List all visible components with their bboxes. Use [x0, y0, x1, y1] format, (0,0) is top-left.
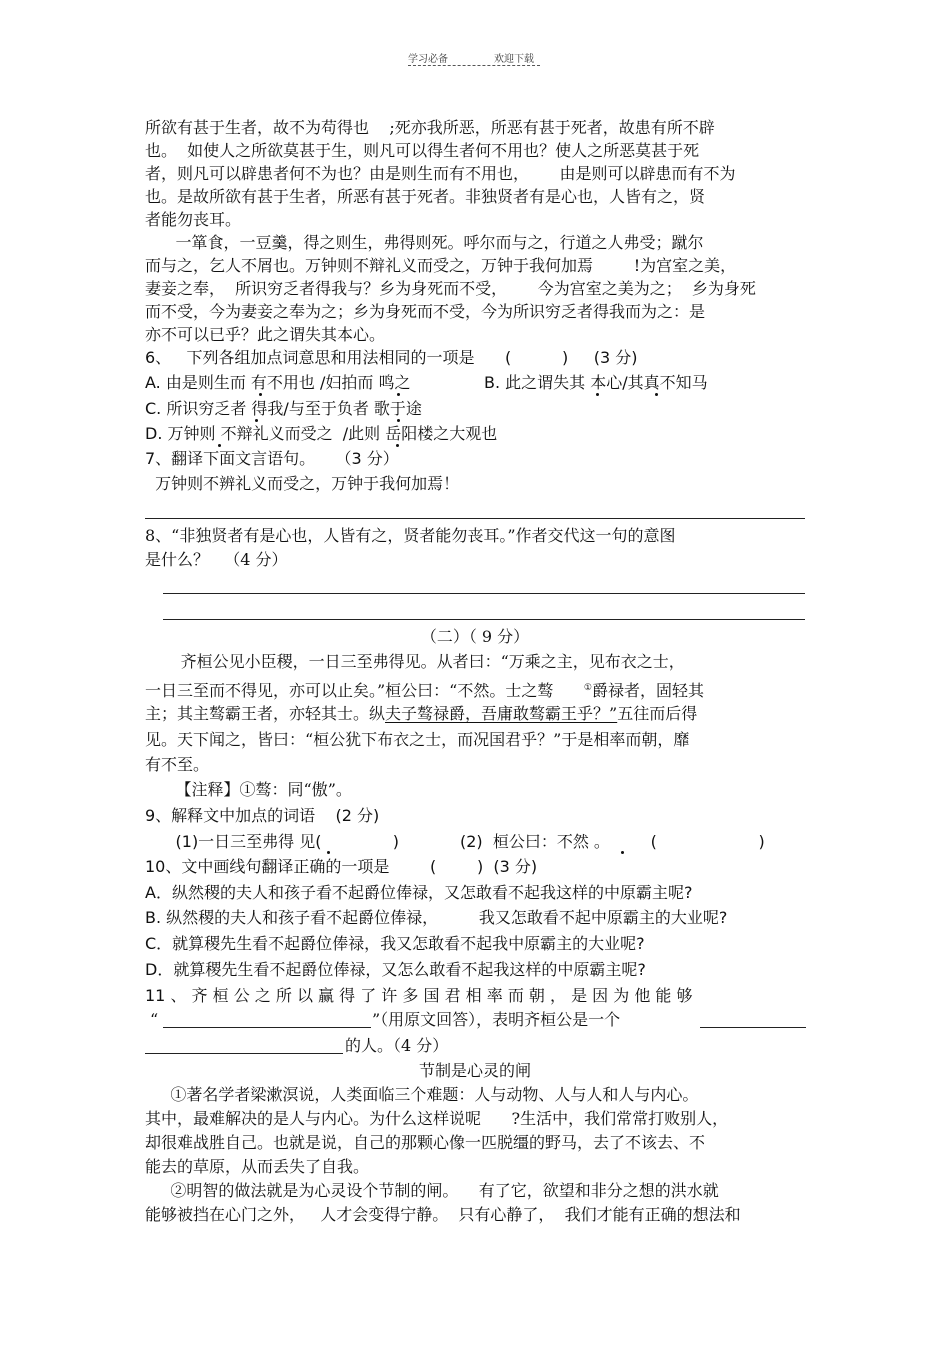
- section2-title: （二）（ 9 分）: [420, 627, 530, 646]
- answer-line: [145, 518, 805, 519]
- q10-stem: 10、文中画线句翻译正确的一项是 ( ) (3 分): [145, 857, 538, 876]
- passage1-line: 而与之，乞人不屑也。万钟则不辩礼义而受之，万钟于我何加焉 !为宫室之美，: [145, 256, 737, 275]
- passage1-line: 亦不可以已乎？此之谓失其本心。: [145, 325, 386, 344]
- header-left: 学习必备: [408, 54, 448, 65]
- passage2-text: 爵禄者，固轻其: [591, 681, 704, 700]
- q9-stem: 9、解释文中加点的词语 (2 分): [145, 806, 380, 825]
- q7-sentence: 万钟则不辨礼义而受之，万钟于我何加焉！: [145, 474, 460, 493]
- passage1-line: 者能勿丧耳。: [145, 210, 242, 229]
- q10-option-a: A．纵然稷的夫人和孩子看不起爵位俸禄，又怎敢看不起我这样的中原霸主呢?: [145, 883, 693, 902]
- emphasis-dot: [655, 393, 658, 396]
- passage1-line: 者，则凡可以辟患者何不为也？由是则生而有不用也， 由是则可以辟患而有不为: [145, 164, 736, 183]
- q9-items: (1)一日三至弗得 见( ) (2) 桓公曰：不然 。 ( ): [145, 832, 765, 851]
- header-divider: [408, 65, 540, 66]
- essay-line: 能去的草原，从而丢失了自我。: [145, 1157, 370, 1176]
- essay-line: ①著名学者梁漱溟说，人类面临三个难题：人与动物、人与人和人与内心。: [145, 1085, 699, 1104]
- footnote-marker: ①: [583, 683, 592, 693]
- passage2-note: 【注释】①骜：同“傲”。: [145, 780, 352, 799]
- essay-line: 能够被挡在心门之外， 人才会变得宁静。 只有心静了， 我们才能有正确的想法和: [145, 1205, 741, 1224]
- q10-option-b: B. 纵然稷的夫人和孩子看不起爵位俸禄， 我又怎敢看不起中原霸主的大业呢?: [145, 908, 728, 927]
- emphasis-dot: [397, 419, 400, 422]
- q10-option-c: C．就算稷先生看不起爵位俸禄，我又怎敢看不起我中原霸主的大业呢?: [145, 934, 645, 953]
- q6-stem: 6、 下列各组加点词意思和用法相同的一项是 ( ) (3 分): [145, 348, 638, 367]
- q6-option-a: A. 由是则生而 有不用也 /妇拍而 鸣之: [145, 373, 411, 392]
- q7-stem: 7、翻译下面文言语句。 （3 分）: [145, 449, 399, 468]
- q6-option-d: D. 万钟则 不辩礼义而受之 /此则 岳阳楼之大观也: [145, 424, 498, 443]
- passage2-line: [145, 704, 697, 724]
- answer-line: [163, 619, 805, 620]
- q8-line2: 是什么？ （4 分）: [145, 550, 288, 569]
- q6-option-b: B. 此之谓失其 本心/其真不知马: [484, 373, 708, 392]
- passage2-line: 有不至。: [145, 755, 210, 774]
- essay-title: 节制是心灵的闸: [418, 1061, 531, 1080]
- q11-open-quote: “: [150, 1010, 159, 1029]
- passage2-line: 见。天下闻之，皆曰：“桓公犹下布衣之士，而况国君乎？”于是相率而朝，靡: [145, 730, 690, 749]
- passage2-text: 一日三至而不得见，亦可以止矣。”桓公曰：“不然。士之骜: [145, 681, 584, 700]
- passage1-line: 也。是故所欲有甚于生者，所恶有甚于死者。非独贤者有是心也，人皆有之，贤: [145, 187, 706, 206]
- underlined-sentence: 夫子骜禄爵，吾庸敢骜霸王乎？”: [385, 704, 618, 723]
- answer-blank: [700, 1027, 806, 1028]
- page-header: [408, 50, 534, 65]
- emphasis-dot: [396, 444, 399, 447]
- passage1-line: 妻妾之奉， 所识穷乏者得我与？乡为身死而不受， 今为宫室之美为之； 乡为身死: [145, 279, 756, 298]
- answer-blank: [145, 1053, 343, 1054]
- passage1-line: 一箪食，一豆羹，得之则生，弗得则死。呼尔而与之，行道之人弗受；蹴尔: [145, 233, 704, 252]
- q11-end: 的人。（4 分）: [345, 1036, 449, 1055]
- q10-option-d: D．就算稷先生看不起爵位俸禄，又怎么敢看不起我这样的中原霸主呢?: [145, 960, 646, 979]
- q11-mid-text: ”（用原文回答），表明齐桓公是一个: [372, 1010, 621, 1029]
- passage1-line: 也。 如使人之所欲莫甚于生，则凡可以得生者何不用也？使人之所恶莫甚于死: [145, 141, 700, 160]
- emphasis-dot: [397, 393, 400, 396]
- passage2-text: 五往而后得: [617, 704, 698, 723]
- passage2-line: [145, 678, 704, 701]
- q11-line1: 11 、 齐 桓 公 之 所 以 赢 得 了 许 多 国 君 相 率 而 朝 ， 是 因 为 他 能 够: [145, 986, 693, 1005]
- q8-line1: 8、“非独贤者有是心也，人皆有之，贤者能勿丧耳。”作者交代这一句的意图: [145, 526, 676, 545]
- essay-line: 其中，最难解决的是人与内心。为什么这样说呢 ?生活中，我们常常打败别人，: [145, 1109, 729, 1128]
- emphasis-dot: [596, 393, 599, 396]
- passage1-line: 所欲有甚于生者，故不为苟得也 ;死亦我所恶，所恶有甚于死者，故患有所不辟: [145, 118, 715, 137]
- emphasis-dot: [259, 393, 262, 396]
- answer-blank: [163, 1027, 371, 1028]
- emphasis-dot: [218, 444, 221, 447]
- answer-line: [163, 593, 805, 594]
- passage2-text: 主；其主骜霸王者，亦轻其士。纵: [145, 704, 386, 723]
- q6-option-c: C. 所识穷乏者 得我/与至于负者 歌于途: [145, 399, 422, 418]
- emphasis-dot: [327, 851, 330, 854]
- header-right: 欢迎下载: [494, 54, 534, 65]
- emphasis-dot: [255, 419, 258, 422]
- essay-line: 却很难战胜自己。也就是说，自己的那颗心像一匹脱缰的野马，去了不该去、不: [145, 1133, 706, 1152]
- passage2-line: 齐桓公见小臣稷，一日三至弗得见。从者曰：“万乘之主，见布衣之士，: [145, 652, 685, 671]
- emphasis-dot: [621, 851, 624, 854]
- passage1-line: 而不受，今为妻妾之奉为之；乡为身死而不受，今为所识穷乏者得我而为之：是: [145, 302, 706, 321]
- essay-line: ②明智的做法就是为心灵设个节制的闸。 有了它，欲望和非分之想的洪水就: [145, 1181, 719, 1200]
